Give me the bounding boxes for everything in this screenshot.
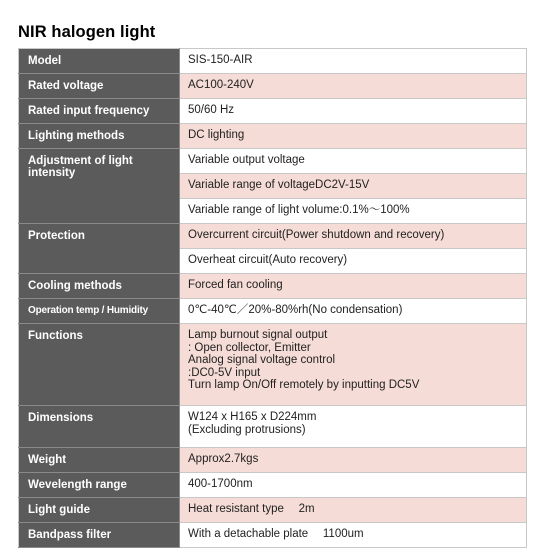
functions-line: Lamp burnout signal output <box>188 329 328 341</box>
table-row <box>19 124 527 149</box>
row-value-overcurrent-circuit: Overcurrent circuit(Power shutdown and recovery) <box>180 224 527 249</box>
table-row <box>19 448 527 473</box>
row-value-rated-input-frequency: 50/60 Hz <box>180 99 527 124</box>
row-value-lighting-methods: DC lighting <box>180 124 527 149</box>
row-value-rated-voltage: AC100-240V <box>180 74 527 99</box>
row-value-cooling-methods: Forced fan cooling <box>180 274 527 299</box>
row-value-variable-range-voltage: Variable range of voltageDC2V-15V <box>180 174 527 199</box>
table-row <box>19 523 527 548</box>
table-row <box>19 74 527 99</box>
table-row <box>19 99 527 124</box>
row-label-bandpass-filter: Bandpass filter <box>19 523 180 548</box>
dimensions-line: W124 x H165 x D224mm <box>188 411 317 423</box>
table-row <box>19 406 527 448</box>
table-row <box>19 324 527 406</box>
row-label-wavelength-range: Wevelength range <box>19 473 180 498</box>
row-label-rated-voltage: Rated voltage <box>19 74 180 99</box>
row-value-light-guide: Heat resistant type 2m <box>180 498 527 523</box>
row-value-variable-range-light-volume: Variable range of light volume:0.1%～100% <box>180 199 527 224</box>
row-value-model: SIS-150-AIR <box>180 49 527 74</box>
row-label-light-guide: Light guide <box>19 498 180 523</box>
row-label-model: Model <box>19 49 180 74</box>
functions-line: : Open collector, Emitter <box>188 341 311 354</box>
table-row <box>19 498 527 523</box>
row-value-overheat-circuit: Overheat circuit(Auto recovery) <box>180 249 527 274</box>
table-row <box>19 274 527 299</box>
row-label-functions: Functions <box>19 324 180 406</box>
row-value-weight: Approx2.7kgs <box>180 448 527 473</box>
dimensions-line: (Excluding protrusions) <box>188 423 306 436</box>
row-label-weight: Weight <box>19 448 180 473</box>
row-label-operation-temp-humidity: Operation temp / Humidity <box>19 299 180 324</box>
row-label-dimensions: Dimensions <box>19 406 180 448</box>
row-value-functions <box>180 324 527 406</box>
functions-line: Turn lamp On/Off remotely by inputting DC5V <box>188 379 420 391</box>
row-label-adjustment-of-light-intensity: Adjustment of light intensity <box>19 149 180 224</box>
row-label-lighting-methods: Lighting methods <box>19 124 180 149</box>
table-row <box>19 473 527 498</box>
functions-line: :DC0-5V input <box>188 366 261 379</box>
row-value-wavelength-range: 400-1700nm <box>180 473 527 498</box>
row-value-dimensions <box>180 406 527 448</box>
table-row <box>19 49 527 74</box>
table-row <box>19 149 527 174</box>
spec-table <box>18 48 527 548</box>
table-row <box>19 224 527 249</box>
row-label-protection: Protection <box>19 224 180 274</box>
row-value-variable-output-voltage: Variable output voltage <box>180 149 527 174</box>
row-value-bandpass-filter: With a detachable plate 1100um <box>180 523 527 548</box>
row-label-cooling-methods: Cooling methods <box>19 274 180 299</box>
table-row <box>19 299 527 324</box>
page-title: NIR halogen light <box>18 23 156 41</box>
row-label-rated-input-frequency: Rated input frequency <box>19 99 180 124</box>
functions-line: Analog signal voltage control <box>188 354 336 366</box>
row-value-operation-temp-humidity: 0℃-40℃／20%-80%rh(No condensation) <box>180 299 527 324</box>
